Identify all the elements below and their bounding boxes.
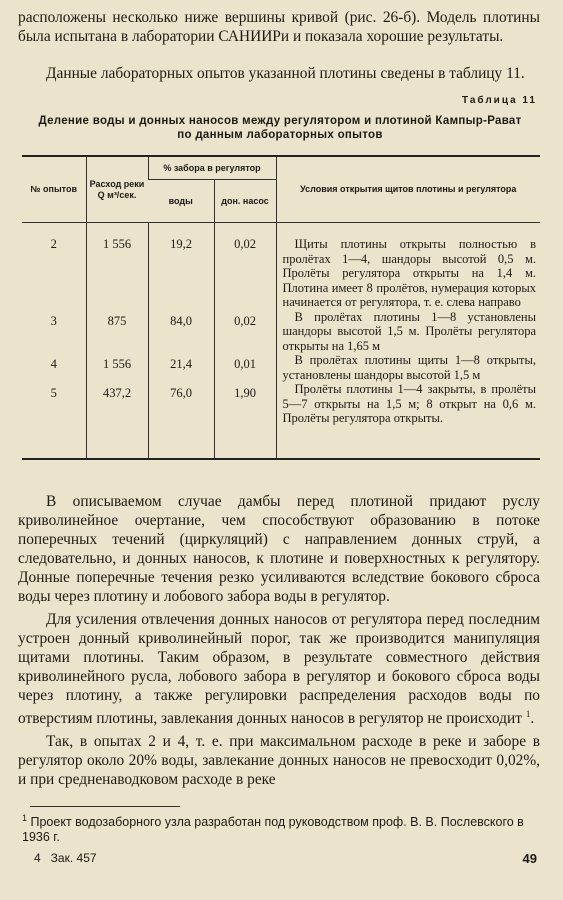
cell-water: 76,0	[148, 382, 214, 459]
header-water: воды	[148, 180, 214, 223]
cell-conditions: Щиты плотины открыты полностью в пролётах 1—4, шандоры высотой 0,5 м. Пролёты регулятора открыты на 1,4 м. Плотина имеет 8 пролётов, нумерация которых начинается от регулятора, т. е. слева направо	[282, 237, 536, 309]
body-paragraph: Так, в опытах 2 и 4, т. е. при максимальном расходе в реке и заборе в регулятор около 20% воды, завлекание донных наносов не превосходит 0,02%, и при средненаводковом расходе в реке	[18, 733, 540, 789]
cell-sediment: 0,01	[214, 353, 276, 382]
intro-paragraph: расположены несколько ниже вершины кривой (рис. 26-б). Модель плотины была испытана в лаборатории САНИИРи и показала хорошие результаты.	[18, 9, 540, 45]
cell-discharge: 437,2	[86, 382, 148, 459]
print-signature: 4 Зак. 457	[34, 851, 97, 865]
footnote-mark: 1	[22, 813, 28, 823]
cell-water: 19,2	[148, 223, 214, 310]
table-row	[22, 223, 540, 310]
cell-sediment: 0,02	[214, 310, 276, 354]
intro-paragraph-2: Данные лабораторных опытов указанной плотины сведены в таблицу 11.	[46, 65, 525, 82]
header-discharge: Расход реки Q м³/сек.	[86, 156, 148, 223]
table-row	[22, 310, 540, 354]
footnote-text: Проект водозаборного узла разработан под руководством проф. В. В. Послевского в 1936 г.	[22, 815, 524, 845]
footnote	[22, 811, 532, 845]
cell-water: 21,4	[148, 353, 214, 382]
cell-no: 4	[50, 357, 57, 371]
header-intake-percent: % забора в регулятор	[148, 156, 276, 180]
table-row	[22, 382, 540, 459]
cell-no: 3	[50, 313, 57, 328]
cell-water: 84,0	[148, 310, 214, 354]
table-title: Деление воды и донных наносов между регулятором и плотиной Кампыр-Рават по данным лабораторных опытов	[38, 115, 522, 141]
cell-sediment: 1,90	[214, 382, 276, 459]
header-sediment: дон. насос	[214, 180, 276, 223]
footnote-divider	[30, 806, 180, 807]
header-conditions: Условия открытия щитов плотины и регулятора	[276, 156, 540, 223]
body-paragraph: Для усиления отвлечения донных наносов от регулятора перед последним устроен донный криволинейный порог, так же производится манипуляция щитами плотины. Таким образом, в результате совместного действия криволинейного русла, лобового забора в регулятор и бокового сброса воды через плотину, а также регулировки распределения расходов воды по отверстиям плотины, завлекания донных наносов в регулятор не происходит $^1$.	[18, 611, 540, 728]
cell-conditions: В пролётах плотины 1—8 установлены шандоры высотой 1,5 м. Пролёты регулятора открыты на 1,65 м	[282, 309, 536, 353]
cell-discharge: 1 556	[86, 223, 148, 310]
body-paragraph: В описываемом случае дамбы перед плотиной придают руслу криволинейное очертание, чем способствуют образованию в потоке поперечных течений (циркуляций) с направлением донных струй, а следовательно, и донных наносов, к плотине и поверхностных к регулятору. Донные поперечные течения резко усиливаются вследствие бокового сброса воды через плотину и лобового забора воды в регулятор.	[18, 493, 540, 605]
cell-no: 2	[50, 237, 57, 251]
cell-conditions: Пролёты плотины 1—4 закрыты, в пролёты 5—7 открыты на 1,5 м; 8 открыт на 0,6 м. Пролёты регулятора открыты.	[282, 382, 536, 425]
body-text	[18, 492, 540, 793]
cell-conditions: В пролётах плотины щиты 1—8 открыты, установлены шандоры высотой 1,5 м	[282, 353, 536, 382]
body-paragraph-text: Для усиления отвлечения донных наносов от регулятора перед последним устроен донный криволинейный порог, так же производится манипуляция щитами плотины. Таким образом, в результате совместного действия криволинейного русла, лобового забора в регулятор и бокового сброса воды через плотину, а также регулировки распределения расходов воды по отверстиям плотины, завлекания донных наносов в регулятор не происходит	[18, 611, 540, 728]
data-table	[22, 155, 540, 460]
table-row	[22, 353, 540, 382]
table-number: Таблица 11	[461, 95, 537, 106]
cell-sediment: 0,02	[214, 223, 276, 310]
header-experiment-no: № опытов	[22, 156, 86, 223]
footnote-reference: 1	[525, 709, 531, 719]
cell-discharge: 1 556	[86, 353, 148, 382]
page-number: 49	[522, 851, 537, 866]
cell-no: 5	[22, 382, 86, 459]
cell-discharge: 875	[86, 310, 148, 354]
